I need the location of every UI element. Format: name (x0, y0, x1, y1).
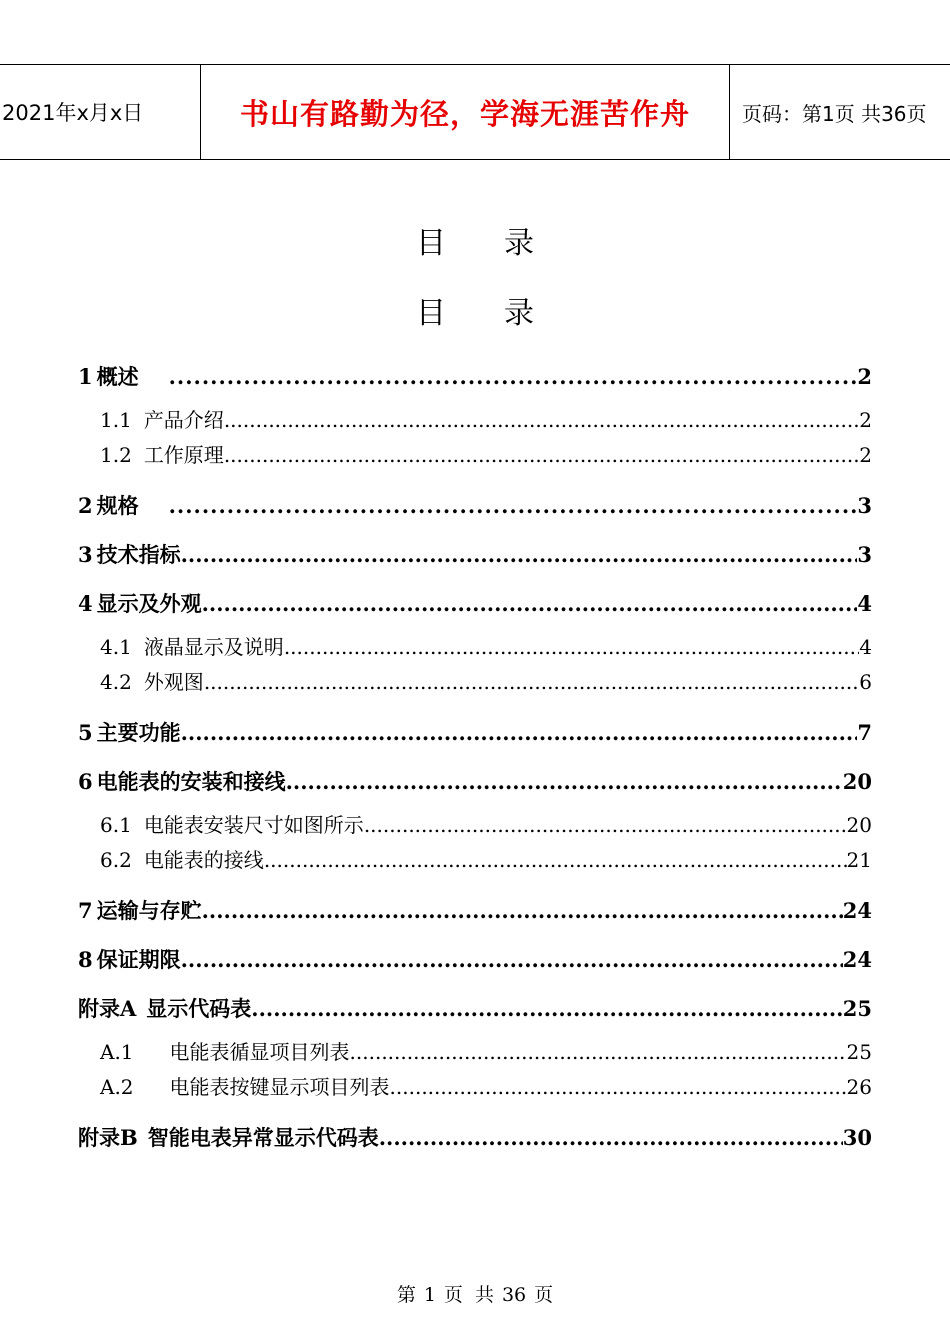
toc-subentry[interactable] (78, 1035, 872, 1070)
toc-subentry[interactable] (78, 843, 872, 878)
toc-label: 电能表循显项目列表 (169, 1040, 350, 1064)
toc-entry[interactable] (78, 1113, 872, 1162)
toc-label: 技术指标 (96, 542, 181, 567)
toc-leader-dots (224, 403, 859, 438)
toc-entry[interactable] (78, 530, 872, 579)
toc-number: 1.1 (100, 408, 132, 432)
table-of-contents (78, 352, 872, 1162)
toc-number: 4.2 (100, 670, 132, 694)
toc-label: 电能表按键显示项目列表 (169, 1075, 390, 1099)
toc-label: 智能电表异常显示代码表 (147, 1125, 379, 1150)
toc-leader-dots (379, 1113, 843, 1162)
toc-number: 4.1 (100, 635, 132, 659)
toc-page-number: 25 (846, 1040, 872, 1064)
toc-label: 规格 (96, 493, 139, 518)
toc-leader-dots (181, 708, 858, 757)
toc-leader-dots (204, 665, 859, 700)
footer-total-pages: 36 (501, 1284, 527, 1306)
toc-entry[interactable] (78, 708, 872, 757)
toc-label: 主要功能 (96, 720, 181, 745)
toc-entry[interactable] (78, 352, 872, 401)
toc-entry[interactable] (78, 579, 872, 628)
toc-page-number: 4 (859, 635, 872, 659)
toc-subentry[interactable] (78, 808, 872, 843)
header-page-info: 页码：第1页 共36页 (742, 101, 927, 126)
toc-leader-dots (284, 630, 859, 665)
toc-page-number: 20 (846, 813, 872, 837)
toc-page-number: 4 (857, 591, 872, 616)
toc-entry[interactable] (78, 984, 872, 1033)
toc-page-number: 26 (846, 1075, 872, 1099)
page-footer (0, 1280, 950, 1307)
toc-page-number: 3 (857, 542, 872, 567)
toc-subentry[interactable] (78, 630, 872, 665)
toc-number: 6 (78, 769, 93, 794)
toc-entry[interactable] (78, 757, 872, 806)
footer-prefix: 第 (396, 1284, 416, 1306)
toc-subentry[interactable] (78, 665, 872, 700)
toc-label: 液晶显示及说明 (143, 635, 284, 659)
toc-leader-dots (286, 757, 843, 806)
header-motto: 书山有路勤为径，学海无涯苦作舟 (201, 65, 730, 159)
toc-leader-dots (139, 481, 858, 530)
toc-leader-dots (202, 886, 843, 935)
toc-leader-dots (251, 984, 842, 1033)
footer-suffix: 页 (534, 1284, 554, 1306)
toc-label: 外观图 (143, 670, 204, 694)
toc-label: 运输与存贮 (96, 898, 202, 923)
toc-number: 3 (78, 542, 93, 567)
toc-entry[interactable] (78, 481, 872, 530)
toc-title: 目录 (416, 296, 592, 331)
footer-current-page: 1 (423, 1284, 436, 1306)
toc-number: 1 (78, 364, 93, 389)
footer-mid: 页 共 (443, 1284, 494, 1306)
toc-number: 6.2 (100, 848, 132, 872)
toc-page-number: 24 (842, 898, 872, 923)
toc-number: A.1 (100, 1040, 134, 1064)
toc-number: 6.1 (100, 813, 132, 837)
toc-entry[interactable] (78, 886, 872, 935)
toc-page-number: 25 (842, 996, 872, 1021)
toc-leader-dots (390, 1070, 847, 1105)
toc-number: 2 (78, 493, 93, 518)
header-date: 2021年x月x日 (0, 65, 201, 159)
toc-label: 产品介绍 (143, 408, 224, 432)
toc-leader-dots (224, 438, 859, 473)
toc-label: 电能表安装尺寸如图所示 (143, 813, 364, 837)
toc-label: 保证期限 (96, 947, 181, 972)
toc-leader-dots (181, 530, 858, 579)
toc-leader-dots (364, 808, 847, 843)
toc-number: 5 (78, 720, 93, 745)
toc-number: 8 (78, 947, 93, 972)
toc-number: 附录B (78, 1125, 138, 1150)
page-header (0, 64, 950, 160)
toc-number: 4 (78, 591, 93, 616)
toc-leader-dots (264, 843, 847, 878)
toc-subentry[interactable] (78, 438, 872, 473)
toc-page-number: 2 (857, 364, 872, 389)
toc-number: 附录A (78, 996, 137, 1021)
toc-page-number: 20 (842, 769, 872, 794)
toc-number: 7 (78, 898, 93, 923)
toc-page-number: 24 (842, 947, 872, 972)
toc-page-number: 3 (857, 493, 872, 518)
toc-entry[interactable] (78, 935, 872, 984)
toc-label: 显示及外观 (96, 591, 202, 616)
toc-label: 电能表的接线 (143, 848, 264, 872)
toc-label: 电能表的安装和接线 (96, 769, 286, 794)
toc-label: 工作原理 (143, 443, 224, 467)
toc-subentry[interactable] (78, 403, 872, 438)
toc-page-number: 6 (859, 670, 872, 694)
toc-leader-dots (350, 1035, 847, 1070)
toc-page-number: 2 (859, 443, 872, 467)
toc-page-number: 2 (859, 408, 872, 432)
toc-page-number: 30 (842, 1125, 872, 1150)
toc-leader-dots (181, 935, 843, 984)
toc-leader-dots (202, 579, 858, 628)
toc-number: 1.2 (100, 443, 132, 467)
toc-label: 显示代码表 (146, 996, 252, 1021)
toc-title: 目录 (416, 226, 592, 261)
toc-page-number: 21 (846, 848, 872, 872)
toc-page-number: 7 (857, 720, 872, 745)
toc-number: A.2 (100, 1075, 134, 1099)
toc-subentry[interactable] (78, 1070, 872, 1105)
toc-leader-dots (139, 352, 858, 401)
toc-label: 概述 (96, 364, 139, 389)
